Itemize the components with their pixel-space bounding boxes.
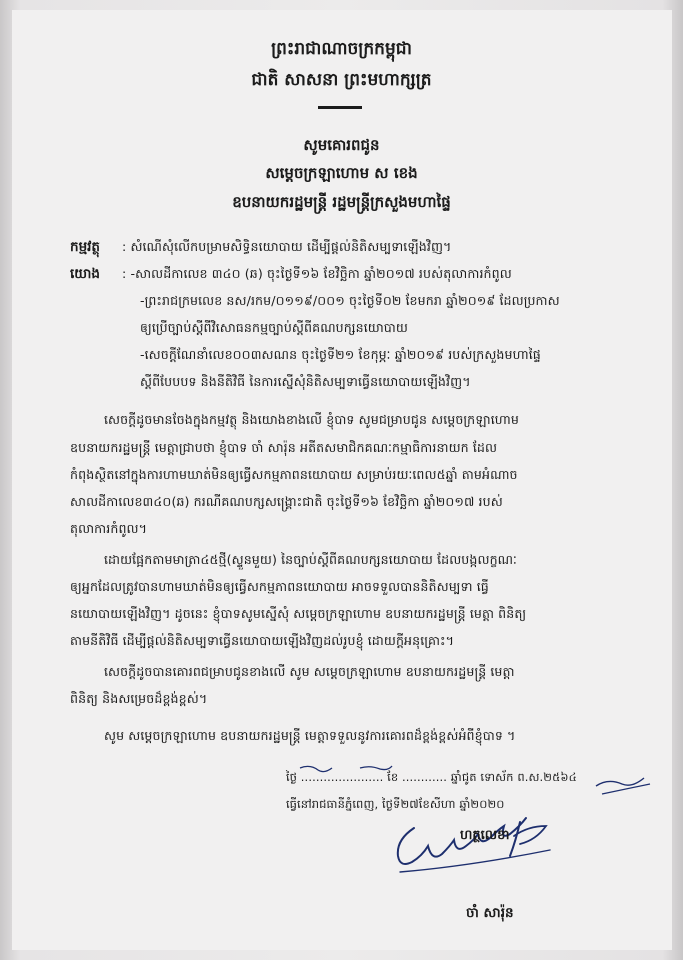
lunar-date: ថ្ងៃ ...................... ខែ ............ ឆ្នាំជូត ទោស័ក ព.ស.២៥៦៤ [286, 770, 577, 784]
subject-text: : សំណើសុំលើកបម្រាមសិទ្ធិនយោបាយ ដើម្បីផ្តល់និតិសម្បទាឡើងវិញ។ [122, 239, 452, 254]
body-line: នយោបាយឡើងវិញ។ ដូចនេះ ខ្ញុំបាទសូមស្នើសុំ សម្តេចក្រឡាហោម ឧបនាយករដ្ឋមន្ត្រី មេត្តា ពិនិត្យ [70, 606, 527, 621]
reference-item: : -សាលដីកាលេខ ៣៤០ (ឆ) ចុះថ្ងៃទី១៦ ខែវិច្ឆិកា ឆ្នាំ២០១៧ របស់តុលាការកំពូល [122, 266, 512, 281]
reference-item: ឲ្យប្រើច្បាប់ស្តីពីវិសោធនកម្មច្បាប់ស្តីពីគណបក្សនយោបាយ [140, 320, 408, 335]
signatory-name: ចាំ សារ៉ុន [466, 905, 514, 921]
body-line: សាលដីកាលេខ៣៤០(ឆ) ករណីគណបក្សសង្គ្រោះជាតិ ចុះថ្ងៃទី១៦ ខែវិច្ឆិកា ឆ្នាំ២០១៧ របស់ [70, 494, 503, 509]
body-line: តុលាការកំពូល។ [70, 521, 148, 536]
body-line: សេចក្តីដូចមានចែងក្នុងកម្មវត្ថុ និងយោងខាងលើ ខ្ញុំបាទ សូមជម្រាបជូន សម្តេចក្រឡាហោម [104, 412, 519, 427]
kingdom-title: ព្រះរាជាណាចក្រកម្ពុជា [271, 39, 412, 59]
body-line: តាមនីតិវិធី ដើម្បីផ្តល់និតិសម្បទាធ្វើនយោបាយឡើងវិញដល់រូបខ្ញុំ ដោយក្តីអនុគ្រោះ។ [70, 633, 455, 648]
recipient-respect: សូមគោរពជូន [303, 136, 380, 154]
closing-line: សូម សម្តេចក្រឡាហោម ឧបនាយករដ្ឋមន្ត្រី មេត្តាទទួលនូវការគោរពដ៏ខ្ពង់ខ្ពស់អំពីខ្ញុំបាទ ។ [104, 728, 516, 743]
recipient-position: ឧបនាយករដ្ឋមន្ត្រី រដ្ឋមន្ត្រីក្រសួងមហាផ្ទៃ [232, 193, 451, 211]
body-line: កំពុងស្ថិតនៅក្នុងការហាមឃាត់មិនឲ្យធ្វើសកម្មភាពនយោបាយ សម្រាប់រយៈពេល៥ឆ្នាំ តាមអំណាច [70, 467, 518, 482]
solar-date: ធ្វើនៅរាជធានីភ្នំពេញ, ថ្ងៃទី២៧ខែសីហា ឆ្នាំ២០២០ [286, 797, 505, 811]
body-line: ឧបនាយករដ្ឋមន្ត្រី មេត្តាជ្រាបថា ខ្ញុំបាទ ចាំ សារ៉ុន អតីតសមាជិកគណៈកម្មាធិការនាយក ដែល [70, 440, 498, 455]
subject-label: កម្មវត្ថុ [70, 239, 100, 255]
reference-item: -សេចក្តីណែនាំលេខ០០៣សណន ចុះថ្ងៃទី២១ ខែកុម្ភៈ ឆ្នាំ២០១៩ របស់ក្រសួងមហាផ្ទៃ [140, 347, 541, 362]
national-motto: ជាតិ សាសនា ព្រះមហាក្សត្រ [251, 70, 432, 90]
signature-heading: ហត្ថលេខា [460, 828, 510, 843]
body-line: ពិនិត្យ និងសម្រេចដ៏ខ្ពង់ខ្ពស់។ [70, 691, 208, 706]
reference-label: យោង [70, 266, 100, 282]
body-line: ឲ្យអ្នកដែលត្រូវបានហាមឃាត់មិនឲ្យធ្វើសកម្មភាពនយោបាយ អាចទទួលបាននិតិសម្បទា ធ្វើ [70, 579, 489, 594]
recipient-title: សម្តេចក្រឡាហោម ស ខេង [265, 164, 418, 182]
reference-item: -ព្រះរាជក្រមលេខ នស/រកម/០១១៩/០០១ ចុះថ្ងៃទី០២ ខែមករា ឆ្នាំ២០១៩ ដែលប្រកាស [140, 293, 560, 308]
body-line: ដោយផ្អែកតាមមាត្រា៤៥ថ្មី(ស្ទួនមួយ) នៃច្បាប់ស្តីពីគណបក្សនយោបាយ ដែលបង្កលក្ខណៈ [104, 552, 517, 567]
body-line: សេចក្តីដូចបានគោរពជម្រាបជូនខាងលើ សូម សម្តេចក្រឡាហោម ឧបនាយករដ្ឋមន្ត្រី មេត្តា [104, 664, 515, 679]
reference-item: ស្តីពីបែបបទ និងនីតិវិធី នៃការស្នើសុំនិតិសម្បទាធ្វើនយោបាយឡើងវិញ។ [140, 374, 471, 389]
